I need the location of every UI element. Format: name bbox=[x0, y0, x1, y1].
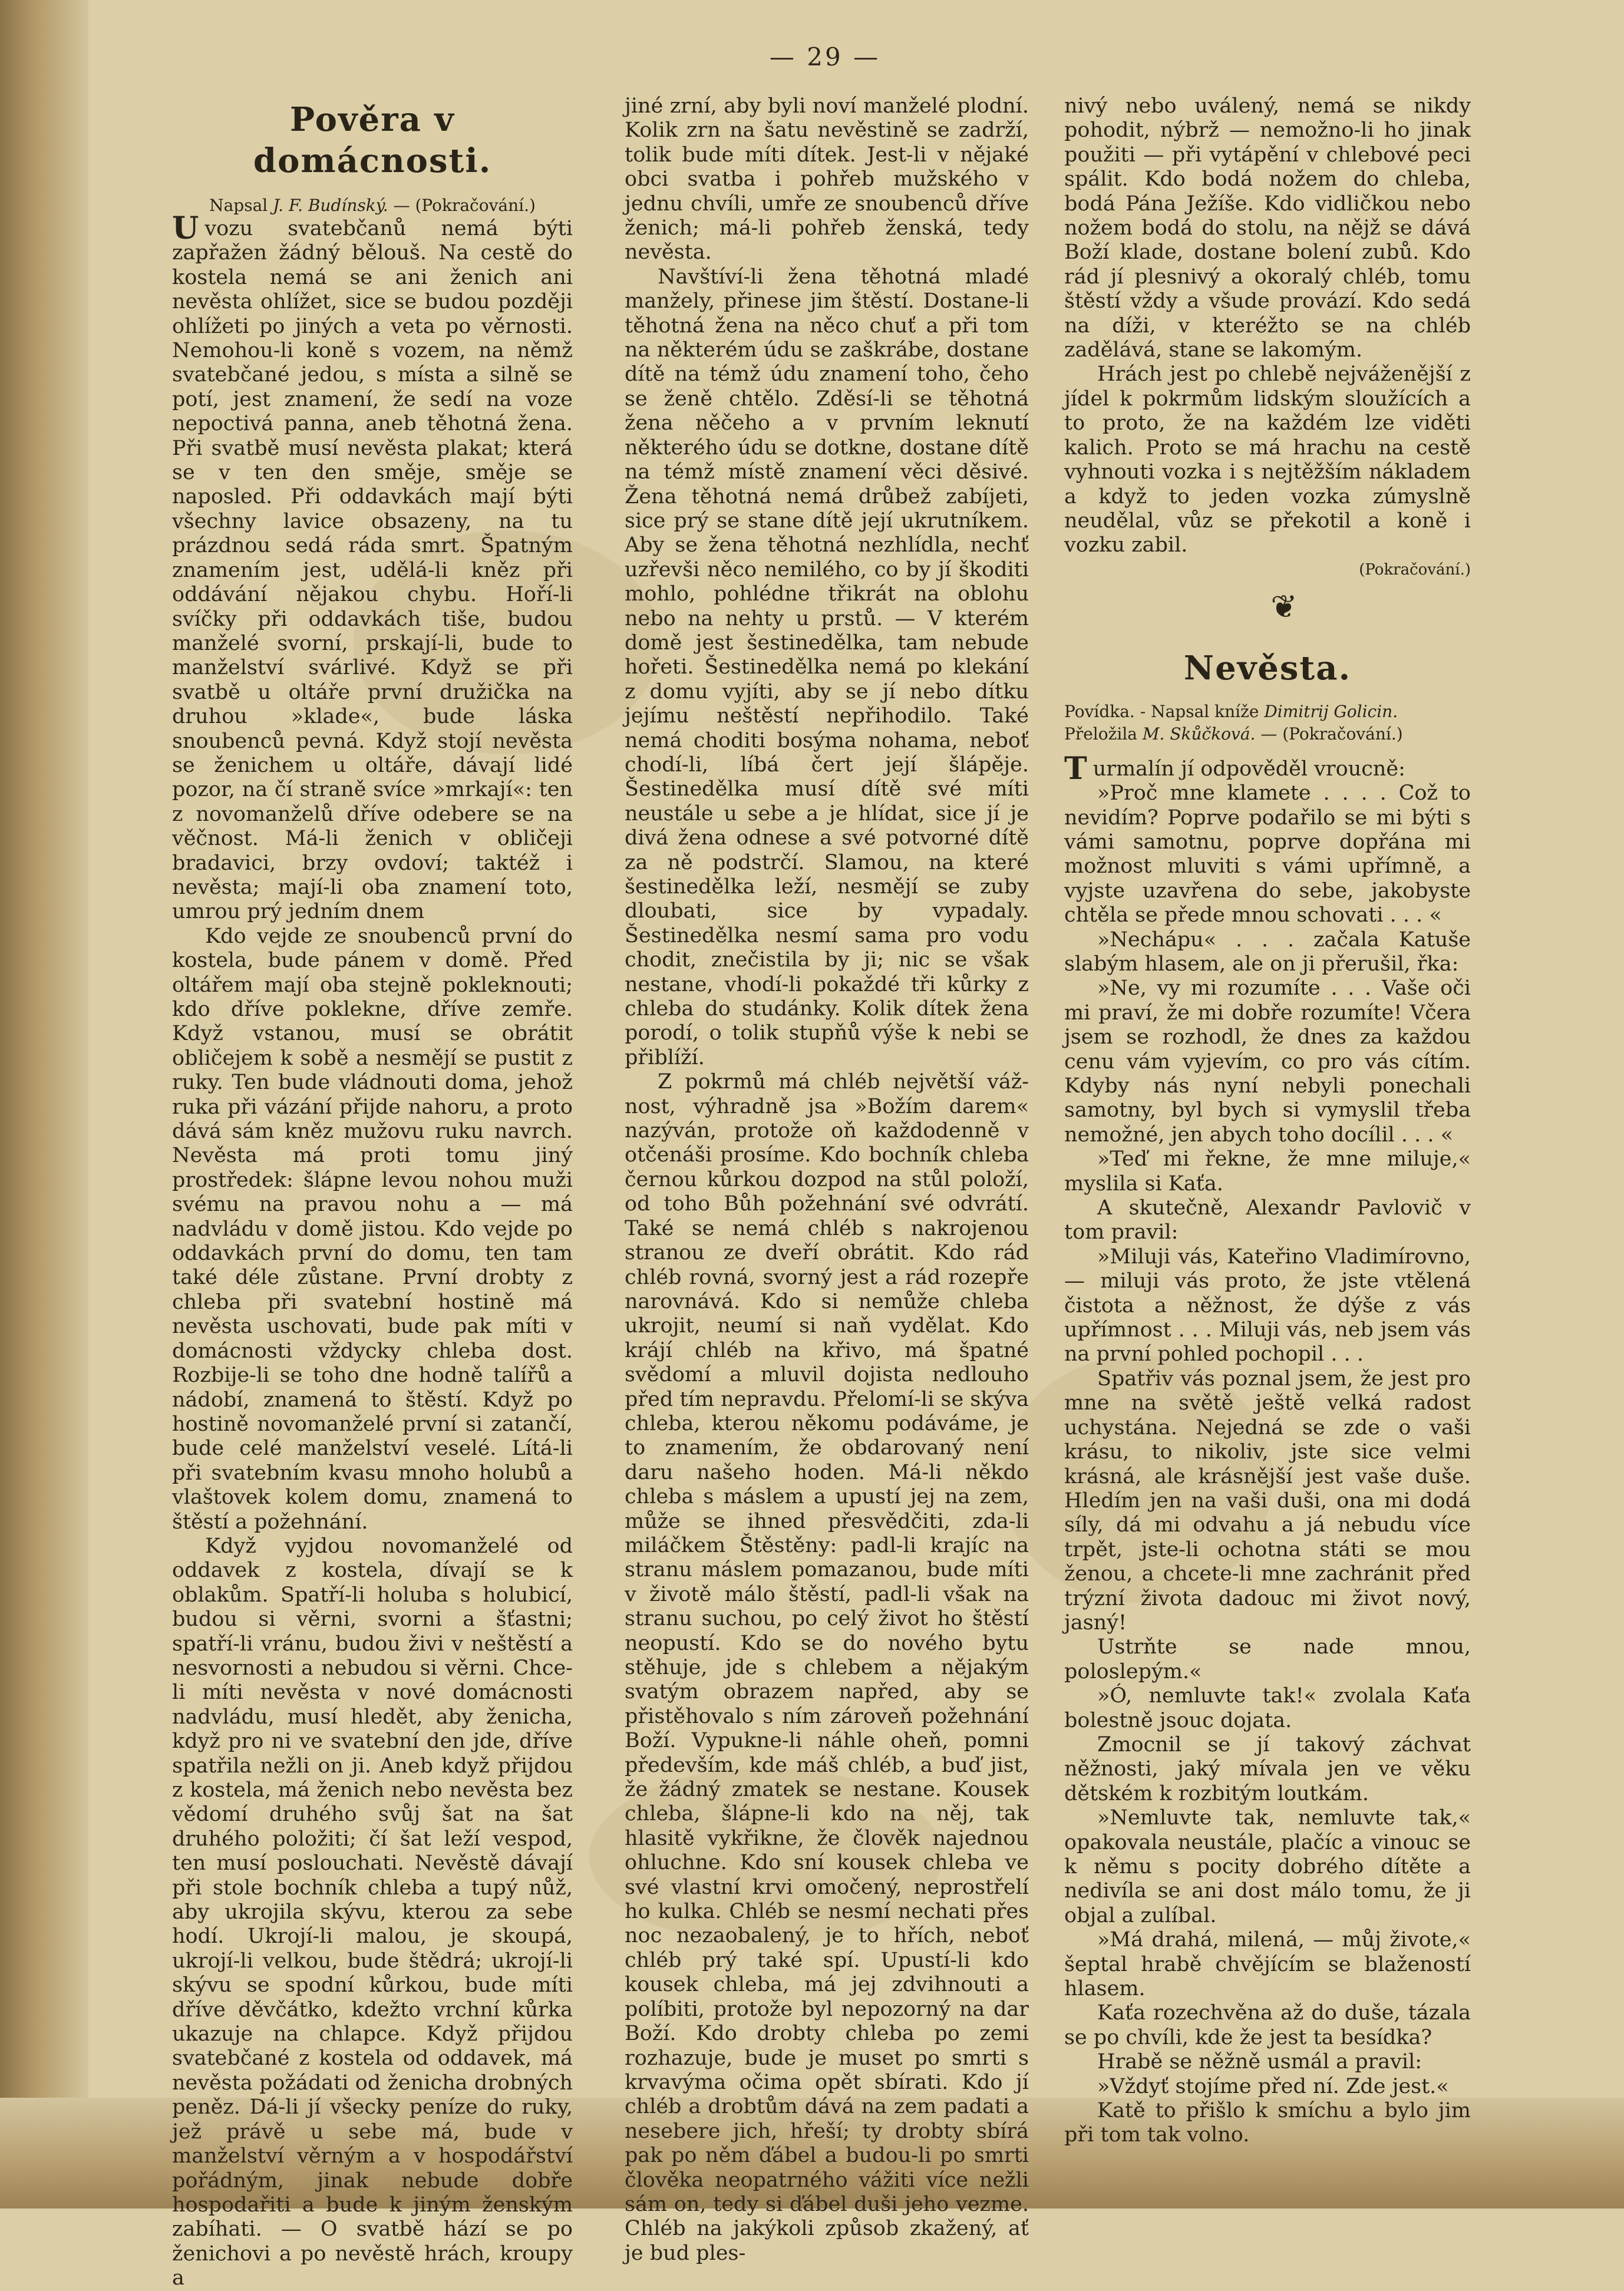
paragraph: Když vyjdou novomanželé od oddavek z kostela, dívají se k oblakům. Spatří-li holuba s holubicí, budou si věrni, svorni a šťastni; spatří-li vránu, budou živi v neštěstí a nesvornosti a nebudou si věrni. Chce-li míti nevěsta v nové domácnosti nadvládu, musí hledět, aby ženicha, když pro ni ve svatební den jde, dříve spatřila nežli on ji. Aneb když přijdou z kostela, má ženich nebo nevěsta bez vědomí druhého svůj šat na šat druhého položiti; čí šat leží vespod, ten musí poslouchati. Nevěstě dávají při stole bochník chleba a tupý nůž, aby ukrojila skývu, kterou za sebe hodí. Ukrojí-li malou, je skoupá, ukrojí-li velkou, bude štědrá; ukrojí-li skývu se spodní kůrkou, bude míti dříve děvčátko, kdežto vrchní kůrka ukazuje na chlapce. Když přijdou svatebčané z kostela od oddavek, má nevěsta požádati od ženicha drobných peněz. Dá-li jí všecky peníze do ruky, jež právě u sebe má, bude v manželství věrným a v hospodářství pořádným, jinak nebude dobře hospodařiti a bude k jiným ženským zabíhati. — O svatbě hází se po ženichovi a po nevěstě hrách, kroupy a bbox=[172, 1534, 573, 2290]
paragraph: »Ó, nemluvte tak!« zvolala Kaťa bolestně jsouc dojata. bbox=[1064, 1684, 1471, 1732]
paragraph: jiné zrní, aby byli noví manželé plodní. Kolik zrn na šatu nevěstině se zadrží, tolik bude míti dítek. Jest-li v nějaké obci svatba i pohřeb mužského v jednu chvíli, umře ze snoubenců dříve ženich; má-li pohřeb ženská, tedy nevěsta. bbox=[625, 94, 1029, 265]
paragraph: Kdo vejde ze snoubenců první do kostela, bude pánem v domě. Před oltářem mají oba stejně pokleknouti; kdo dříve poklekne, dříve zemře. Když vstanou, musí se obrátit obličejem k sobě a nesmějí se pustit z ruky. Ten bude vládnouti doma, jehož ruka při vázání přijde nahoru, a proto dává sám kněz mužovu ruku navrch. Nevěsta má proti tomu jiný prostředek: šlápne levou nohou muži svému na pravou nohu a — má nadvládu v domě jistou. Kdo vejde po oddavkách první do domu, ten tam také déle zůstane. První drobty z chleba při svatební hostině má nevěsta uschovati, bude pak míti v domácnosti vždycky chleba dost. Rozbije-li se toho dne hodně talířů a nádobí, znamená to štěstí. Když po hostině novomanželé první si zatančí, bude celé manželství veselé. Lítá-li při svatebním kvasu mnoho holubů a vlaštovek kolem domu, znamená to štěstí a požehnání. bbox=[172, 924, 573, 1534]
paragraph: Zmocnil se jí takový záchvat něžnosti, jaký mívala jen ve věku dětském k rozbitým loutkám. bbox=[1064, 1732, 1471, 1805]
article-byline-nevesta-1 bbox=[1064, 701, 1471, 723]
spacer bbox=[1064, 745, 1471, 757]
paragraph: »Proč mne klamete . . . . Což to nevidím? Poprve podařilo se mi býti s vámi samotnu, poprve dopřána mi možnost mluviti s vámi upřímně, a vyjste uzavřena do sebe, jakobyste chtěla se přede mnou schovati . . . « bbox=[1064, 781, 1471, 927]
paragraph: »Nemluvte tak, nemluvte tak,« opakovala neustále, plačíc a vinouc se k němu s pocity dobrého dítěte a nedivíla se ani dost málo tomu, že ji objal a zulíbal. bbox=[1064, 1806, 1471, 1927]
byline-prefix: Napsal bbox=[209, 196, 268, 215]
paragraph: »Teď mi řekne, že mne miluje,« myslila si Kaťa. bbox=[1064, 1147, 1471, 1196]
byline-prefix: Přeložila bbox=[1064, 724, 1137, 744]
article-title-povera: Pověra v domácnosti. bbox=[253, 100, 492, 180]
fleuron-ornament: ❦ bbox=[1270, 587, 1298, 625]
article-title-nevesta: Nevěsta. bbox=[1183, 648, 1352, 688]
byline-author: Dimitrij Golicin. bbox=[1264, 701, 1398, 721]
paragraph: Spatřiv vás poznal jsem, že jest pro mne na světě ještě velká radost uchystána. Nejedná se zde o vaši krásu, to nikoliv, jste sice velmi krásná, ale krásnější jest vaše duše. Hledím jen na vaši duši, ona mi dodá síly, dá mi odvahu a já nebudu více trpět, jste-li ochotna státi se mou ženou, a chcete-li mne zachránit před trýzní života dadouc mi život nový, jasný! bbox=[1064, 1366, 1471, 1635]
page-shadow-left bbox=[0, 0, 88, 2209]
byline-suffix: — (Pokračování.) bbox=[393, 196, 536, 215]
column-1 bbox=[172, 94, 573, 2291]
byline-translator: M. Skůčková. bbox=[1142, 724, 1256, 744]
paragraph: Navštíví-li žena těhotná mladé manžely, přinese jim štěstí. Dostane-li těhotná žena na něco chuť a při tom na některém údu se zaškrábe, dostane dítě na témž údu znamení toho, čeho se ženě chtělo. Zděsí-li se těhotná žena něčeho a v prvním leknutí některého údu se dotkne, dostane dítě na témž místě znamení věci děsivé. Žena těhotná nemá drůbež zabíjeti, sice prý se stane dítě její ukrutníkem. Aby se žena těhotná nezhlídla, nechť uzřevši něco nemilého, co by jí škoditi mohlo, pohlédne třikrát na oblohu nebo na nehty u prstů. — V kterém domě jest šestinedělka, tam nebude hořeti. Šestinedělka nemá po klekání z domu vyjíti, aby se jí nebo dítku jejímu neštěstí nepřihodilo. Také nemá choditi bosýma nohama, neboť chodí-li, líbá čert její šlápěje. Šestinedělka musí dítě své míti neustále u sebe a je hlídat, sice jí je divá žena odnese a své potvorné dítě za ně podstrčí. Slamou, na které šestinedělka leží, nesmějí se zuby dloubati, sice by vypadaly. Šestinedělka nesmí sama pro vodu chodit, znečistila by ji; nic se však nestane, vhodí-li pokaždé tři kůrky z chleba do studánky. Kolik dítek žena porodí, o tolik stupňů výše k nebi se přiblíží. bbox=[625, 265, 1029, 1069]
paragraph: nivý nebo uválený, nemá se nikdy pohodit, nýbrž — nemožno-li ho jinak použiti — při vytápění v chlebové peci spálit. Kdo bodá nožem do chleba, bodá Pána Ježíše. Kdo vidličkou nebo nožem bodá do stolu, na nějž se dává Boží klade, dostane bolení zubů. Kdo rád jí plesnivý a okoralý chléb, tomu štěstí vždy a všude provází. Kdo sedá na díži, v kteréžto se na chléb zadělává, stane se lakomým. bbox=[1064, 94, 1471, 362]
paragraph: »Nechápu« . . . začala Katuše slabým hlasem, ale on ji přerušil, řka: bbox=[1064, 927, 1471, 976]
byline-prefix: Povídka. - Napsal kníže bbox=[1064, 701, 1259, 721]
paragraph: Katě to přišlo k smíchu a bylo jim při tom tak volno. bbox=[1064, 2099, 1471, 2147]
paragraph: »Ne, vy mi rozumíte . . . Vaše oči mi praví, že mi dobře rozumíte! Včera jsem se rozhodl, že dnes za každou cenu vám vyjevím, co pro vás cítím. Kdyby nás nyní nebyli ponechali samotny, byl bych si vymyslil třeba nemožné, jen abych toho docílil . . . « bbox=[1064, 976, 1471, 1147]
article-byline-povera bbox=[172, 194, 573, 217]
paragraph: »Má drahá, milená, — můj živote,« šeptal hrabě chvějícím se blažeností hlasem. bbox=[1064, 1928, 1471, 2001]
paragraph bbox=[1064, 750, 1471, 787]
article-byline-nevesta-2 bbox=[1064, 723, 1471, 745]
byline-suffix: — (Pokračování.) bbox=[1260, 724, 1403, 744]
column-3 bbox=[1064, 94, 1471, 2148]
column-2 bbox=[625, 94, 1029, 2266]
paragraph: A skutečně, Alexandr Pavlovič v tom pravil: bbox=[1064, 1196, 1471, 1244]
paragraph: Hrách jest po chlebě nejváženější z jídel k pokrmům lidským sloužících a to proto, že na každém lze viděti kalich. Proto se má hrachu na cestě vyhnouti vozka i s nejtěžším nákladem a když to jeden vozka zúmyslně neudělal, vůz se překotil a koně i vozku zabil. bbox=[1064, 362, 1471, 557]
paragraph-text: urmalín jí odpověděl vroucně: bbox=[1092, 757, 1405, 781]
paragraph: »Miluji vás, Kateřino Vladimírovno, — miluji vás proto, že jste vtělená čistota a něžnost, že dýše z vás upřímnost . . . Miluji vás, neb jsem vás na první pohled pochopil . . . bbox=[1064, 1244, 1471, 1366]
drop-cap: T bbox=[1064, 750, 1087, 787]
paragraph: Z pokrmů má chléb největší váž-nost, výhradně jsa »Božím darem« nazýván, protože oň každodenně v otčenáši prosíme. Kdo bochník chleba černou kůrkou dozpod na stůl položí, od toho Bůh požehnání své odvrátí. Také se nemá chléb s nakrojenou stranou ze dveří obrátit. Kdo rád chléb rovná, svorný jest a rád rozepře narovnává. Kdo si nemůže chleba ukrojit, neumí si naň vydělat. Kdo krájí chléb na křivo, má špatné svědomí a mluvil dojista nedlouho před tím nepravdu. Přelomí-li se skýva chleba, kterou někomu podáváme, je to znamením, že obdarovaný není daru našeho hoden. Má-li někdo chleba s máslem a upustí jej na zem, může se ihned přesvědčiti, zda-li miláčkem Štěstěny: padl-li krajíc na stranu máslem pomazanou, bude míti v životě málo štěstí, padl-li však na stranu suchou, po celý život ho štěstí neopustí. Kdo se do nového bytu stěhuje, jde s chlebem a nějakým svatým obrazem napřed, aby se přistěhovalo s ním zároveň požehnání Boží. Vypukne-li náhle oheň, pomni především, kde máš chléb, a buď jist, že žádný zmatek se nestane. Kousek chleba, šlápne-li kdo na něj, tak hlasitě vykřikne, že člověk najednou ohluchne. Kdo sní kousek chleba ve své vlastní krvi omočený, neprostřelí ho kulka. Chléb se nesmí nechati přes noc nezaobalený, je to hřích, neboť chléb prý také spí. Upustí-li kdo kousek chleba, má jej zdvihnouti a políbiti, protože byl nepozorný na dar Boží. Kdo drobty chleba po zemi rozhazuje, bude je muset po smrti s krvavýma očima opět sbírati. Kdo jí chléb a drobtům dává na zem padati a nesebere jich, hřeší; ty drobty sbírá pak po něm ďábel a budou-li po smrti člověka neopatrného vážiti více nežli sám on, tedy si ďábel duši jeho vezme. Chléb na jakýkoli způsob zkažený, ať je bud ples- bbox=[625, 1070, 1029, 2265]
drop-cap: U bbox=[172, 210, 199, 246]
paragraph: »Vždyť stojíme před ní. Zde jest.« bbox=[1097, 2074, 1449, 2098]
paragraph bbox=[172, 210, 573, 925]
paragraph: Hrabě se něžně usmál a pravil: bbox=[1097, 2050, 1422, 2074]
paragraph: Kaťa rozechvěna až do duše, tázala se po chvíli, kde že jest ta besídka? bbox=[1064, 2001, 1471, 2049]
byline-author: J. F. Budínský. bbox=[273, 196, 388, 215]
page-number: — 29 — bbox=[769, 42, 881, 71]
paragraph-text: vozu svatebčanů nemá býti zapřažen žádný bělouš. Na cestě do kostela nemá se ani ženich ani nevěsta ohlížet, sice se budou později ohlížeti po jiných a veta po věrnosti. Nemohou-li koně s vozem, na němž svatebčané jedou, s místa a silně se potí, jest znamení, že sedí na voze nepoctivá panna, aneb těhotná žena. Při svatbě musí nevěsta plakat; která se v ten den směje, směje se naposled. Při oddavkách mají býti všechny lavice obsazeny, na tu prázdnou sedá ráda smrt. Špatným znamením jest, udělá-li kněz při oddávání nějakou chybu. Hoří-li svíčky při oddavkách tiše, budou manželé svorní, prskají-li, bude to manželství svárlivé. Když se při svatbě u oltáře první družička na druhou »klade«, bude láska snoubenců pevná. Když stojí nevěsta se ženichem u oltáře, dávají lidé pozor, na čí straně svíce »mrkají«: ten z novomanželů dříve odebere se na věčnost. Má-li ženich v obličeji bradavici, brzy ovdoví; taktéž i nevěsta; mají-li oba znamení toto, umrou prý jedním dnem bbox=[172, 217, 573, 924]
paragraph: Ustrňte se nade mnou, poloslepým.« bbox=[1064, 1635, 1471, 1683]
continued-note: (Pokračování.) bbox=[1359, 560, 1471, 579]
